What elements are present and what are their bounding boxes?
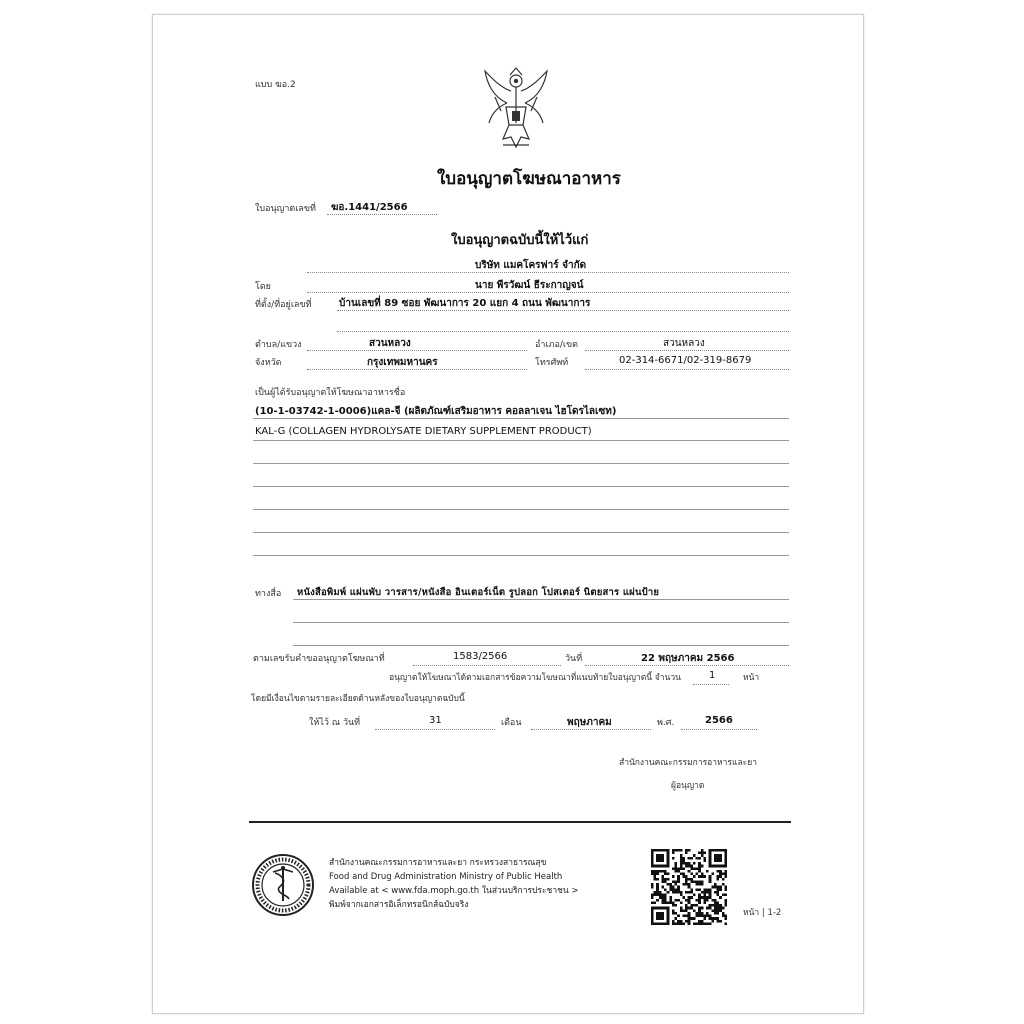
given-year-line [681,729,757,730]
address-value: บ้านเลขที่ 89 ซอย พัฒนาการ 20 แยก 4 ถนน พัฒนาการ [339,298,591,309]
product-intro: เป็นผู้ได้รับอนุญาตให้โฆษณาอาหารชื่อ [255,388,406,398]
given-month-label: เดือน [501,718,522,728]
given-year-label: พ.ศ. [657,718,675,728]
page-number: หน้า | 1-2 [743,908,782,918]
footer-line-2: Food and Drug Administration Ministry of Public Health [329,872,563,882]
address-line-2 [337,331,789,332]
product-line-7 [253,555,789,556]
product-name-en: KAL-G (COLLAGEN HYDROLYSATE DIETARY SUPPLEMENT PRODUCT) [255,426,592,437]
request-date-value: 22 พฤษภาคม 2566 [641,653,735,664]
media-line-2 [293,622,789,623]
phone-label: โทรศัพท์ [535,358,569,368]
request-date-label: วันที่ [565,654,583,664]
issuer-text: สำนักงานคณะกรรมการอาหารและยา [619,758,757,768]
media-value: หนังสือพิมพ์ แผ่นพับ วารสาร/หนังสือ อินเตอร์เน็ต รูปลอก โปสเตอร์ นิตยสาร แผ่นป้าย [297,587,660,598]
product-line-2 [253,440,789,441]
given-month: พฤษภาคม [567,717,612,728]
license-no-line [327,214,437,215]
product-name-th: (10-1-03742-1-0006)แคล-จี (ผลิตภัณฑ์เสริมอาหาร คอลลาเจน ไฮโดรไลเซท) [255,406,617,417]
subdistrict-label: ตำบล/แขวง [255,340,302,350]
pages-unit: หน้า [743,673,760,683]
given-day-line [375,729,495,730]
pages-line [693,684,729,685]
given-date-label: ให้ไว้ ณ วันที่ [309,718,361,728]
company-line [307,272,789,273]
garuda-emblem-icon [481,67,551,153]
subdistrict-line [307,350,527,351]
document-title: ใบอนุญาตโฆษณาอาหาร [437,169,621,189]
request-label: ตามเลขรับคำขออนุญาตโฆษณาที่ [253,654,385,664]
footer-divider [249,821,791,823]
request-value: 1583/2566 [453,651,508,662]
district-label: อำเภอ/เขต [535,340,578,350]
by-line [307,292,789,293]
province-line [307,369,527,370]
pages-value: 1 [709,670,716,681]
request-date-line [585,665,789,666]
issued-to-heading: ใบอนุญาตฉบับนี้ให้ไว้แก่ [451,233,589,248]
district-value: สวนหลวง [663,338,705,349]
fda-seal-icon [251,853,315,917]
conditions-text: โดยมีเงื่อนไขตามรายละเอียดด้านหลังของใบอนุญาตฉบับนี้ [251,694,465,704]
by-label: โดย [255,282,271,292]
media-line-1 [293,599,789,600]
request-line [413,665,561,666]
by-value: นาย พีรวัฒน์ ธีระกาญจน์ [475,280,584,291]
licensor-text: ผู้อนุญาต [671,781,705,791]
media-line-3 [293,645,789,646]
given-month-line [531,729,651,730]
license-no-label: ใบอนุญาตเลขที่ [255,204,316,214]
district-line [585,350,789,351]
license-no-value: ฆอ.1441/2566 [331,202,408,213]
product-line-3 [253,463,789,464]
given-day: 31 [429,715,442,726]
phone-line [585,369,789,370]
media-label: ทางสื่อ [255,589,282,599]
product-line-4 [253,486,789,487]
phone-value: 02-314-6671/02-319-8679 [619,355,752,366]
footer-line-1: สำนักงานคณะกรรมการอาหารและยา กระทรวงสาธารณสุข [329,858,547,868]
product-line-5 [253,509,789,510]
province-value: กรุงเทพมหานคร [367,357,438,368]
province-label: จังหวัด [255,358,282,368]
product-line-1 [253,418,789,419]
footer-line-4: พิมพ์จากเอกสารอิเล็กทรอนิกส์ฉบับจริง [329,900,469,910]
address-line-1 [337,310,789,311]
pages-text: อนุญาตให้โฆษณาได้ตามเอกสารข้อความโฆษณาที่แนบท้ายใบอนุญาตนี้ จำนวน [389,673,681,683]
product-line-6 [253,532,789,533]
form-code: แบบ ฆอ.2 [255,80,296,90]
company-name: บริษัท แมคโครฟาร์ จำกัด [475,260,587,271]
address-label: ที่ตั้ง/ที่อยู่เลขที่ [255,300,312,310]
subdistrict-value: สวนหลวง [369,338,411,349]
given-year: 2566 [705,715,733,726]
footer-line-3: Available at < www.fda.moph.go.th ในส่วนบริการประชาชน > [329,886,579,896]
license-document [152,14,864,1014]
qr-code-icon[interactable] [651,849,727,925]
